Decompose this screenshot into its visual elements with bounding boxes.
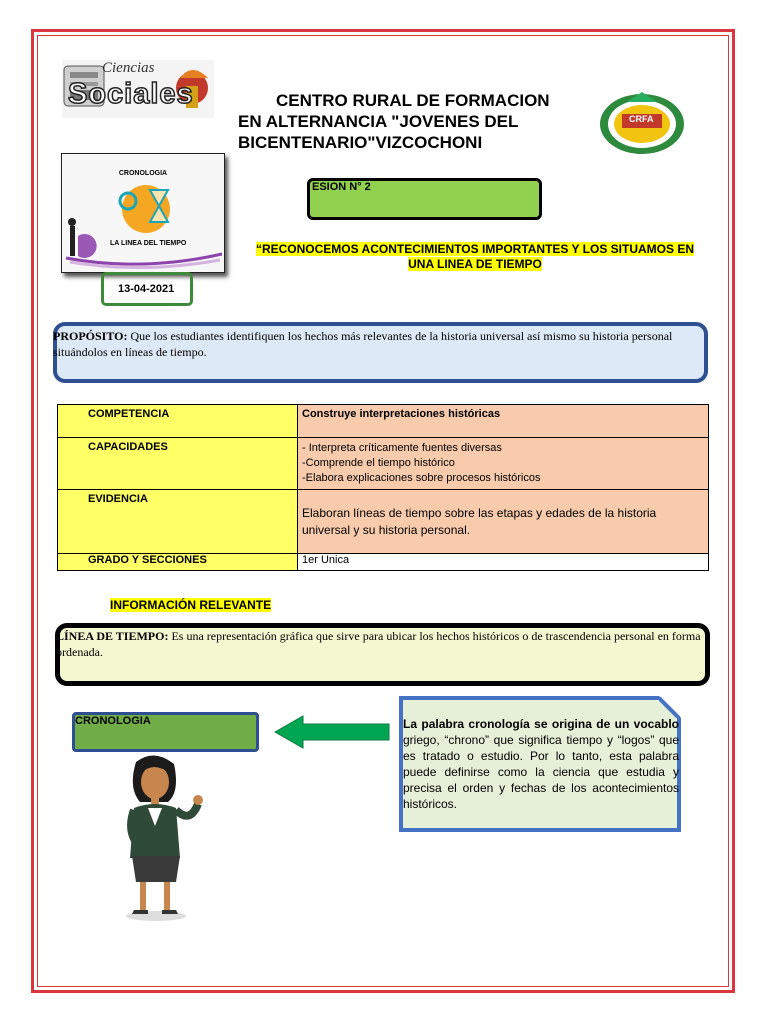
- linea-text: Es una representación gráfica que sirve para ubicar los hechos históricos o de trascendencia personal en forma ordenada.: [56, 629, 701, 659]
- competencias-table: [57, 404, 709, 571]
- row-value: Construye interpretaciones históricas: [298, 405, 709, 438]
- linea-tiempo-box: [55, 623, 710, 686]
- title-line-1: CENTRO RURAL DE FORMACION: [276, 91, 550, 110]
- thumbnail-title: CRONOLOGIA: [118, 170, 168, 177]
- date-text: 13-04-2021: [118, 283, 175, 295]
- left-arrow-icon: [273, 714, 391, 755]
- capacidad-item: - Interpreta críticamente fuentes diversas: [302, 442, 502, 454]
- table-row: [58, 405, 709, 438]
- proposito-text: Que los estudiantes identifiquen los hechos más relevantes de la historia universal así mismo su historia personal situándolos en líneas de tiempo.: [53, 329, 673, 359]
- proposito-label: PROPÓSITO:: [53, 329, 128, 343]
- definicion-bold: La palabra cronología se origina de un vocablo: [403, 717, 679, 731]
- date-box: [101, 272, 193, 306]
- cronologia-box: [72, 712, 259, 752]
- definicion-box: [399, 696, 681, 832]
- school-title: [238, 90, 598, 153]
- cronologia-thumbnail: [61, 153, 225, 273]
- session-box: [307, 178, 542, 220]
- title-line-3: BICENTENARIO"VIZCOCHONI: [238, 133, 483, 152]
- logo-sociales-text: Sociales: [68, 78, 194, 110]
- ciencias-sociales-logo: [62, 60, 214, 118]
- logo-ciencias-text: Ciencias: [102, 60, 155, 76]
- capacidad-item: -Comprende el tiempo histórico: [302, 457, 455, 469]
- table-row: [58, 490, 709, 554]
- row-key: CAPACIDADES: [58, 438, 298, 490]
- crfa-emblem: [597, 88, 687, 158]
- proposito-box: [53, 322, 708, 383]
- row-value: Elaboran líneas de tiempo sobre las etapas y edades de la historia universal y su historia personal.: [298, 490, 709, 554]
- title-line-2: EN ALTERNANCIA "JOVENES DEL: [238, 112, 519, 131]
- info-relevante-title: INFORMACIÓN RELEVANTE: [110, 598, 272, 612]
- capacidad-item: -Elabora explicaciones sobre procesos históricos: [302, 472, 541, 484]
- headline-line-2: UNA LINEA DE TIEMPO: [408, 257, 542, 271]
- row-key: GRADO Y SECCIONES: [58, 554, 298, 571]
- table-row: [58, 438, 709, 490]
- headline-line-1: “RECONOCEMOS ACONTECIMIENTOS IMPORTANTES Y LOS SITUAMOS EN: [255, 242, 695, 256]
- row-value: 1er Unica: [298, 554, 709, 571]
- definicion-text: griego, “chrono” que significa tiempo y “logos” que es tratado o estudio. Por lo tanto, esta palabra puede definirse como la ciencia que estudia y precisa el orden y fechas de los acontecimientos históricos.: [403, 733, 679, 811]
- linea-label: LÍNEA DE TIEMPO:: [56, 629, 169, 643]
- emblem-crfa-text: CRFA: [629, 114, 654, 124]
- table-row: [58, 554, 709, 571]
- teacher-illustration: [118, 752, 208, 929]
- session-headline: [250, 242, 700, 272]
- session-label: ESION N° 2: [312, 181, 371, 193]
- thumbnail-subtitle: LA LINEA DEL TIEMPO: [110, 240, 187, 247]
- row-key: COMPETENCIA: [58, 405, 298, 438]
- row-key: EVIDENCIA: [58, 490, 298, 554]
- cronologia-label: CRONOLOGIA: [75, 715, 151, 727]
